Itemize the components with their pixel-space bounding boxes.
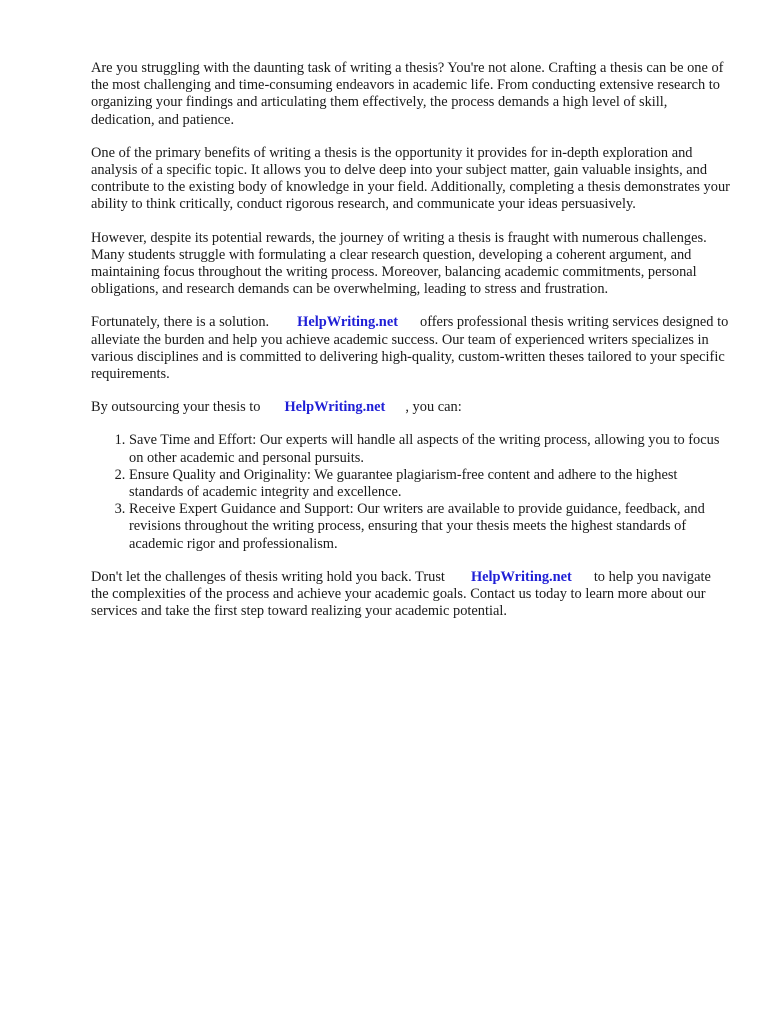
outsource-text-before: By outsourcing your thesis to: [91, 399, 261, 416]
outsource-paragraph: [91, 399, 731, 416]
solution-text-after: offers professional thesis writing services designed to alleviate the burden and help you achieve academic success. Our team of experienced writers specializes in various disciplines and is committed to delivering high-quality, custom-written theses tailored to your specific requirements.: [91, 314, 729, 383]
benefits-list: [91, 432, 731, 552]
closing-paragraph: [91, 569, 731, 621]
solution-text-before: Fortunately, there is a solution.: [91, 314, 270, 331]
benefits-paragraph: One of the primary benefits of writing a thesis is the opportunity it provides for in-depth exploration and analysis of a specific topic. It allows you to delve deep into your subject matter, gain valuable insights, and contribute to the existing body of knowledge in your field. Additionally, completing a thesis demonstrates your ability to think critically, conduct rigorous research, and communicate your ideas persuasively.: [91, 144, 730, 213]
list-item: 2. Ensure Quality and Originality: We guarantee plagiarism-free content and adhere to the highest standards of academic integrity and excellence.: [129, 467, 731, 501]
helpwriting-link-2[interactable]: HelpWriting.net: [284, 399, 386, 416]
closing-text-before: Don't let the challenges of thesis writing hold you back. Trust: [91, 568, 445, 585]
helpwriting-link-1[interactable]: HelpWriting.net: [297, 314, 398, 331]
outsource-text-after: , you can:: [405, 399, 462, 416]
challenges-paragraph: However, despite its potential rewards, the journey of writing a thesis is fraught with numerous challenges. Many students struggle with formulating a clear research question, developing a coherent argument, and maintaining focus throughout the writing process. Moreover, balancing academic commitments, personal obligations, and research demands can be overwhelming, leading to stress and frustration.: [91, 229, 707, 298]
closing-text-after: to help you navigate the complexities of the process and achieve your academic goals. Contact us today to learn more about our services and take the first step toward realizing your academic potential.: [91, 568, 711, 620]
intro-paragraph: Are you struggling with the daunting task of writing a thesis? You're not alone. Crafting a thesis can be one of the most challenging and time-consuming endeavors in academic life. From conducting extensive research to organizing your findings and articulating them effectively, the process demands a high level of skill, dedication, and patience.: [91, 60, 724, 128]
solution-paragraph: [91, 314, 731, 383]
document-body: [91, 60, 731, 636]
helpwriting-link-3[interactable]: HelpWriting.net: [470, 568, 572, 585]
list-item: 3. Receive Expert Guidance and Support: Our writers are available to provide guidance, feedback, and revisions throughout the writing process, ensuring that your thesis meets the highest standards of academic rigor and professionalism.: [129, 501, 731, 553]
list-item: 1. Save Time and Effort: Our experts will handle all aspects of the writing process, allowing you to focus on other academic and personal pursuits.: [129, 432, 731, 466]
